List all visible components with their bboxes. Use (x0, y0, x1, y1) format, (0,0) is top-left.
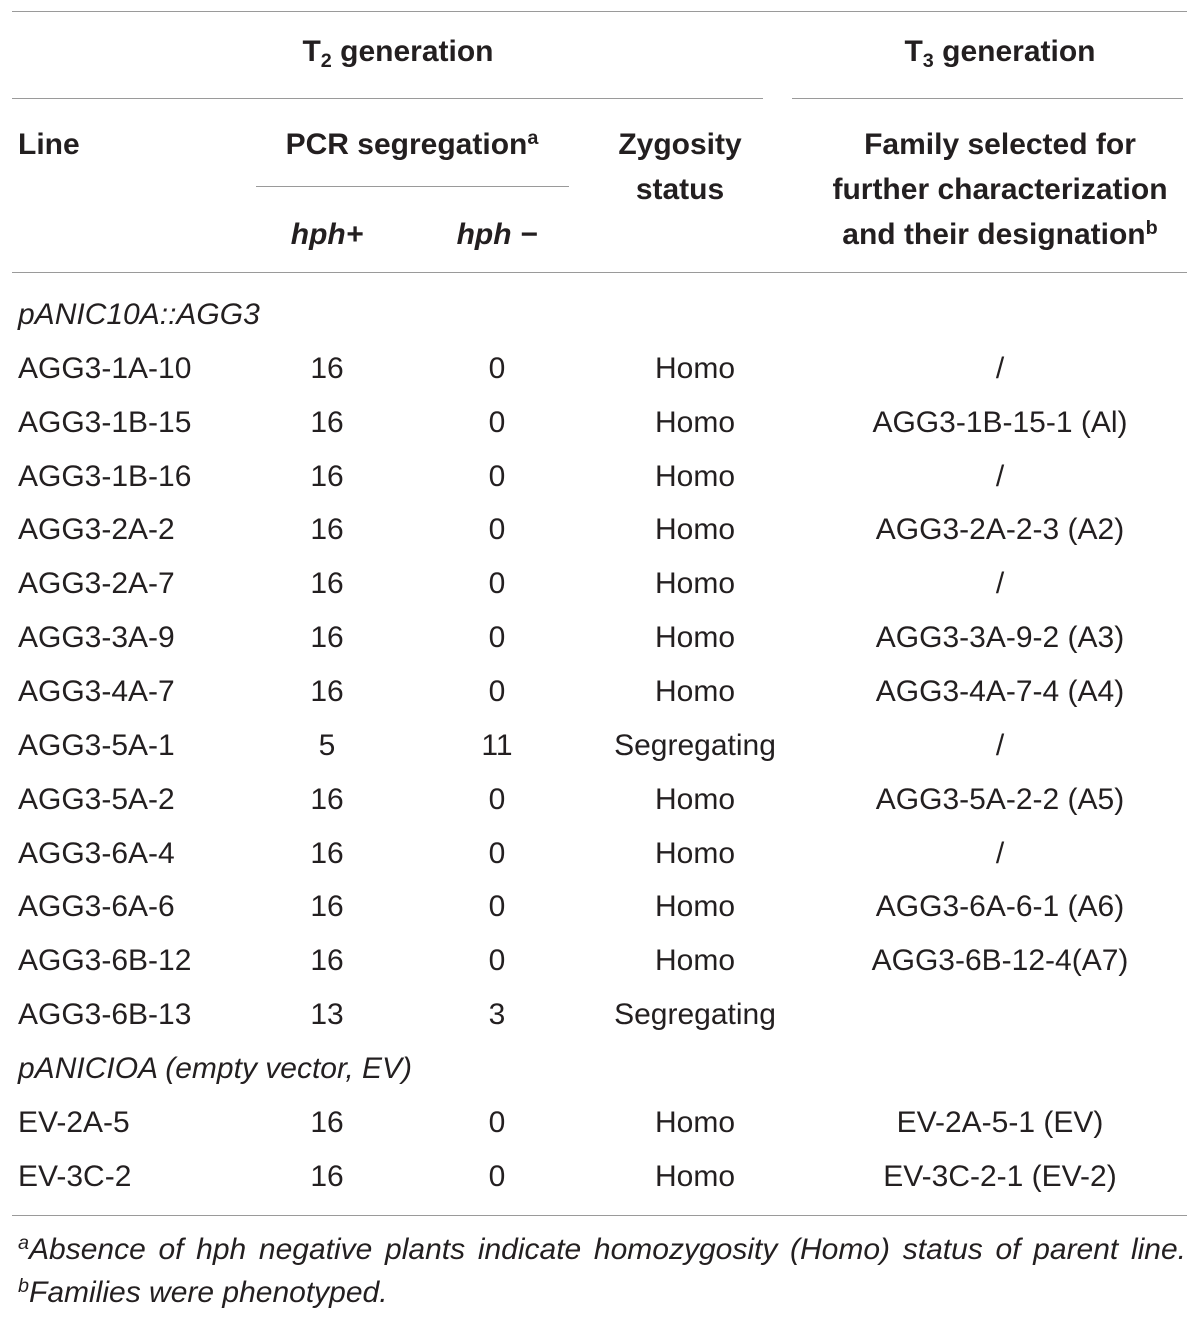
cell-line: AGG3-6A-4 (18, 836, 175, 870)
cell-hph-negative: 11 (481, 728, 513, 762)
cell-family: / (995, 351, 1005, 385)
cell-hph-negative: 0 (488, 782, 506, 816)
group-label: pANIC10A::AGG3 (18, 298, 260, 331)
cell-hph-negative: 0 (488, 1159, 506, 1193)
cell-zygosity: Homo (654, 351, 736, 385)
table-footnote: $^a$Absence of hph negative plants indicate homozygosity (Homo) status of parent line. $^b$Families were phenotyped. (18, 1232, 1186, 1309)
cell-line: AGG3-1B-16 (18, 459, 192, 493)
cell-family: EV-3C-2-1 (EV-2) (883, 1159, 1117, 1193)
cell-hph-positive: 16 (310, 890, 344, 924)
cell-line: AGG3-4A-7 (18, 674, 175, 708)
cell-family: AGG3-1B-15-1 (Al) (872, 405, 1128, 439)
hph-positive-header: hph+ (290, 218, 364, 251)
cell-hph-positive: 16 (310, 405, 344, 439)
cell-hph-positive: 16 (310, 1159, 344, 1193)
cell-hph-negative: 0 (488, 674, 506, 708)
cell-hph-positive: 16 (310, 782, 344, 816)
header-bottom-rule (12, 272, 1187, 273)
group-label: pANICIOA (empty vector, EV) (18, 1051, 412, 1085)
cell-hph-positive: 16 (310, 513, 344, 547)
cell-hph-negative: 0 (488, 567, 506, 601)
cell-family: / (995, 567, 1005, 601)
table-bottom-rule (12, 1215, 1187, 1216)
cell-zygosity: Homo (654, 1159, 736, 1193)
hph-negative-header: hph − (456, 218, 538, 251)
cell-family: AGG3-4A-7-4 (A4) (875, 674, 1125, 708)
cell-line: AGG3-6B-13 (18, 998, 192, 1032)
top-rule (12, 11, 1187, 12)
cell-hph-negative: 0 (488, 351, 506, 385)
cell-hph-negative: 0 (488, 890, 506, 924)
cell-hph-negative: 0 (488, 621, 506, 655)
cell-hph-negative: 0 (488, 459, 506, 493)
family-header-line3: and their designation$^b$ (842, 217, 1158, 251)
cell-hph-positive: 16 (310, 944, 344, 978)
line-column-header: Line (18, 128, 80, 161)
pcr-segregation-header: PCR segregation$^a$ (285, 127, 539, 161)
cell-zygosity: Homo (654, 459, 736, 493)
cell-zygosity: Homo (654, 674, 736, 708)
cell-family: AGG3-5A-2-2 (A5) (875, 782, 1125, 816)
cell-zygosity: Homo (654, 405, 736, 439)
cell-hph-positive: 16 (310, 674, 344, 708)
cell-zygosity: Homo (654, 782, 736, 816)
cell-zygosity: Homo (654, 621, 736, 655)
cell-family: AGG3-6A-6-1 (A6) (875, 890, 1125, 924)
cell-hph-positive: 16 (310, 351, 344, 385)
cell-hph-negative: 0 (488, 944, 506, 978)
cell-zygosity: Homo (654, 513, 736, 547)
cell-line: EV-3C-2 (18, 1159, 132, 1193)
cell-line: AGG3-1B-15 (18, 405, 192, 439)
cell-line: EV-2A-5 (18, 1105, 130, 1139)
cell-line: AGG3-6B-12 (18, 944, 192, 978)
cell-zygosity: Segregating (614, 998, 776, 1032)
cell-family: / (995, 836, 1005, 870)
cell-hph-negative: 0 (488, 513, 506, 547)
cell-line: AGG3-2A-2 (18, 513, 175, 547)
t2-generation-header: $T_2$ generation (302, 35, 494, 72)
cell-hph-negative: 3 (488, 998, 506, 1032)
cell-line: AGG3-1A-10 (18, 351, 192, 385)
cell-zygosity: Homo (654, 944, 736, 978)
zygosity-header-line2: status (635, 173, 725, 206)
cell-family: AGG3-3A-9-2 (A3) (875, 621, 1125, 655)
cell-hph-positive: 16 (310, 836, 344, 870)
cell-hph-negative: 0 (488, 1105, 506, 1139)
cell-line: AGG3-5A-1 (18, 728, 175, 762)
family-header-line1: Family selected for (864, 128, 1136, 161)
cell-hph-positive: 5 (318, 728, 336, 762)
cell-zygosity: Homo (654, 836, 736, 870)
pcr-span-rule (256, 186, 569, 187)
cell-zygosity: Homo (654, 890, 736, 924)
t3-span-rule (792, 98, 1183, 99)
cell-family: AGG3-2A-2-3 (A2) (875, 513, 1125, 547)
cell-hph-positive: 16 (310, 459, 344, 493)
cell-family: / (995, 728, 1005, 762)
cell-hph-positive: 13 (310, 998, 344, 1032)
cell-line: AGG3-2A-7 (18, 567, 175, 601)
t2-span-rule (12, 98, 763, 99)
cell-family: AGG3-6B-12-4(A7) (871, 944, 1129, 978)
cell-hph-positive: 16 (310, 621, 344, 655)
cell-zygosity: Segregating (614, 728, 776, 762)
cell-line: AGG3-5A-2 (18, 782, 175, 816)
cell-hph-positive: 16 (310, 567, 344, 601)
family-header-line2: further characterization (832, 173, 1168, 206)
zygosity-header-line1: Zygosity (618, 128, 742, 161)
cell-hph-negative: 0 (488, 836, 506, 870)
cell-family: / (995, 459, 1005, 493)
cell-zygosity: Homo (654, 567, 736, 601)
cell-family: EV-2A-5-1 (EV) (896, 1105, 1104, 1139)
t3-generation-header: $T_3$ generation (904, 35, 1096, 72)
cell-line: AGG3-6A-6 (18, 890, 175, 924)
cell-hph-positive: 16 (310, 1105, 344, 1139)
cell-hph-negative: 0 (488, 405, 506, 439)
cell-zygosity: Homo (654, 1105, 736, 1139)
cell-line: AGG3-3A-9 (18, 621, 175, 655)
